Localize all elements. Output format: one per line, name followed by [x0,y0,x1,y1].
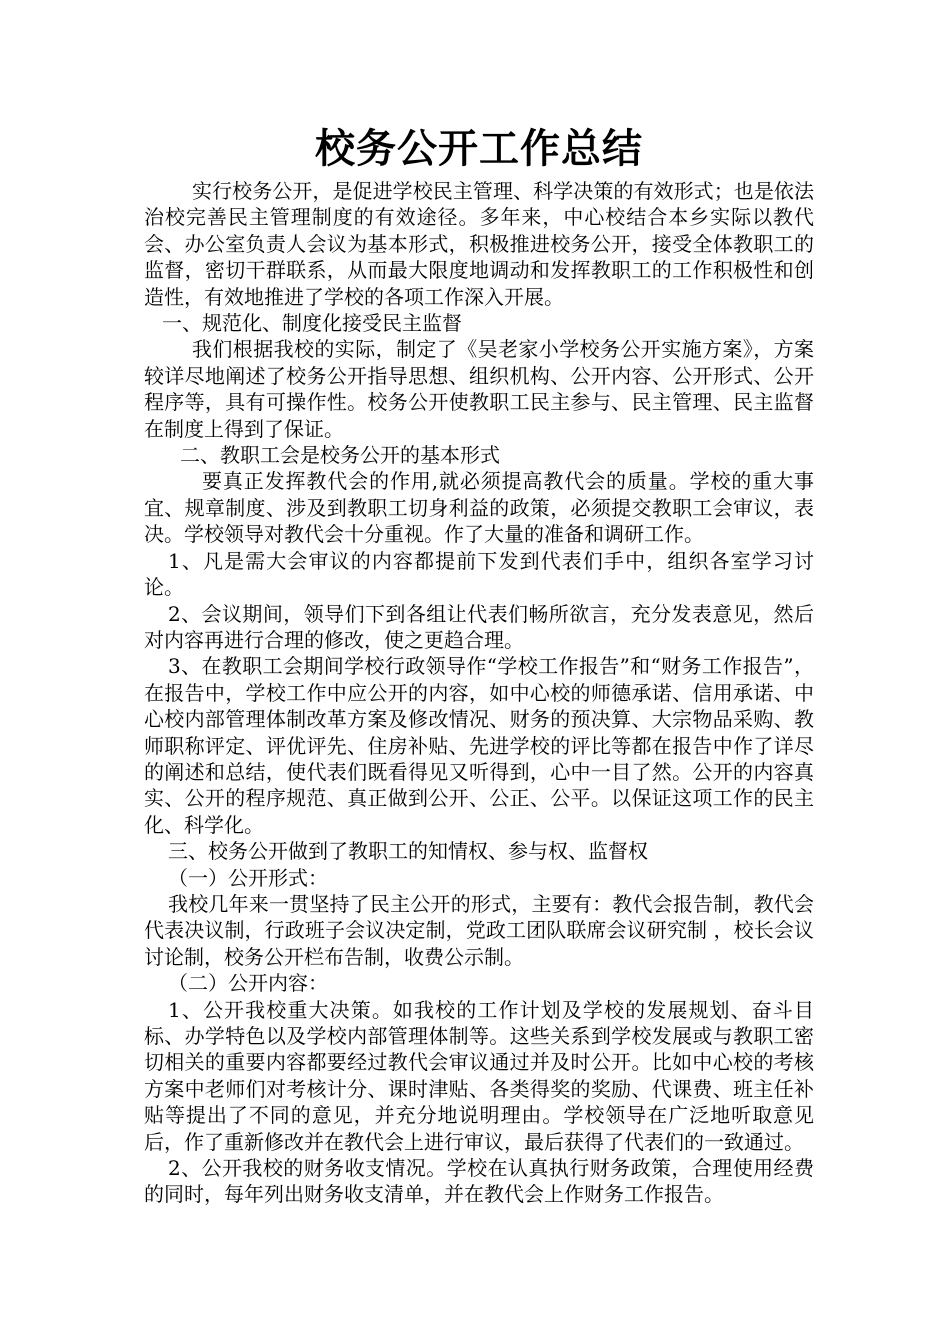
section-2-paragraph: 要真正发挥教代会的作用,就必须提高教代会的质量。学校的重大事宜、规章制度、涉及到教职工切身利益的政策，必须提交教职工会审议，表决。学校领导对教代会十分重视。作了大量的准备和调研工作。 [144,469,814,547]
section-2-item-3: 3、在教职工会期间学校行政领导作“学校工作报告”和“财务工作报告”，在报告中，学校工作中应公开的内容，如中心校的师德承诺、信用承诺、中心校内部管理体制改革方案及修改情况、财务的预决算、大宗物品采购、教师职称评定、评优评先、住房补贴、先进学校的评比等都在报告中作了详尽的阐述和总结，使代表们既看得见又听得到，心中一目了然。公开的内容真实、公开的程序规范、真正做到公开、公正、公平。以保证这项工作的民主化、科学化。 [144,654,814,837]
section-heading-1: 一、规范化、制度化接受民主监督 [162,311,462,336]
section-2-item-2: 2、会议期间，领导们下到各组让代表们畅所欲言，充分发表意见，然后对内容再进行合理的修改，使之更趋合理。 [144,601,814,652]
forms-paragraph: 我校几年来一贯坚持了民主公开的形式，主要有：教代会报告制，教代会代表决议制，行政班子会议决定制，党政工团队联席会议研究制 ，校长会议讨论制，校务公开栏布告制，收费公示制。 [144,891,814,969]
subsection-heading-forms: （一）公开形式： [168,865,328,890]
content-item-2: 2、公开我校的财务收支情况。学校在认真执行财务政策，合理使用经费的同时，每年列出财务收支清单，并在教代会上作财务工作报告。 [144,1156,814,1207]
section-heading-3: 三、校务公开做到了教职工的知情权、参与权、监督权 [168,839,648,864]
section-2-item-1: 1、凡是需大会审议的内容都提前下发到代表们手中，组织各室学习讨论。 [144,548,814,600]
document-body [144,178,814,1208]
document-title: 校务公开工作总结 [315,126,643,172]
document-page [144,120,814,1208]
content-item-1: 1、公开我校重大决策。如我校的工作计划及学校的发展规划、奋斗目标、办学特色以及学校内部管理体制等。这些关系到学校发展或与教职工密切相关的重要内容都要经过教代会审议通过并及时公开。比如中心校的考核方案中老师们对考核计分、课时津贴、各类得奖的奖励、代课费、班主任补贴等提出了不同的意见，并充分地说明理由。学校领导在广泛地听取意见后，作了重新修改并在教代会上进行审议，最后获得了代表们的一致通过。 [144,997,814,1154]
intro-paragraph: 实行校务公开，是促进学校民主管理、科学决策的有效形式；也是依法治校完善民主管理制度的有效途径。多年来，中心校结合本乡实际以教代会、办公室负责人会议为基本形式，积极推进校务公开，接受全体教职工的监督，密切干群联系，从而最大限度地调动和发挥教职工的工作积极性和创造性，有效地推进了学校的各项工作深入开展。 [144,179,814,309]
section-heading-2: 二、教职工会是校务公开的基本形式 [180,443,500,468]
subsection-heading-content: （二）公开内容： [168,971,328,996]
section-1-paragraph: 我们根据我校的实际，制定了《吴老家小学校务公开实施方案》，方案较详尽地阐述了校务公开指导思想、组织机构、公开内容、公开形式、公开程序等，具有可操作性。校务公开使教职工民主参与、民主管理、民主监督在制度上得到了保证。 [144,337,814,441]
